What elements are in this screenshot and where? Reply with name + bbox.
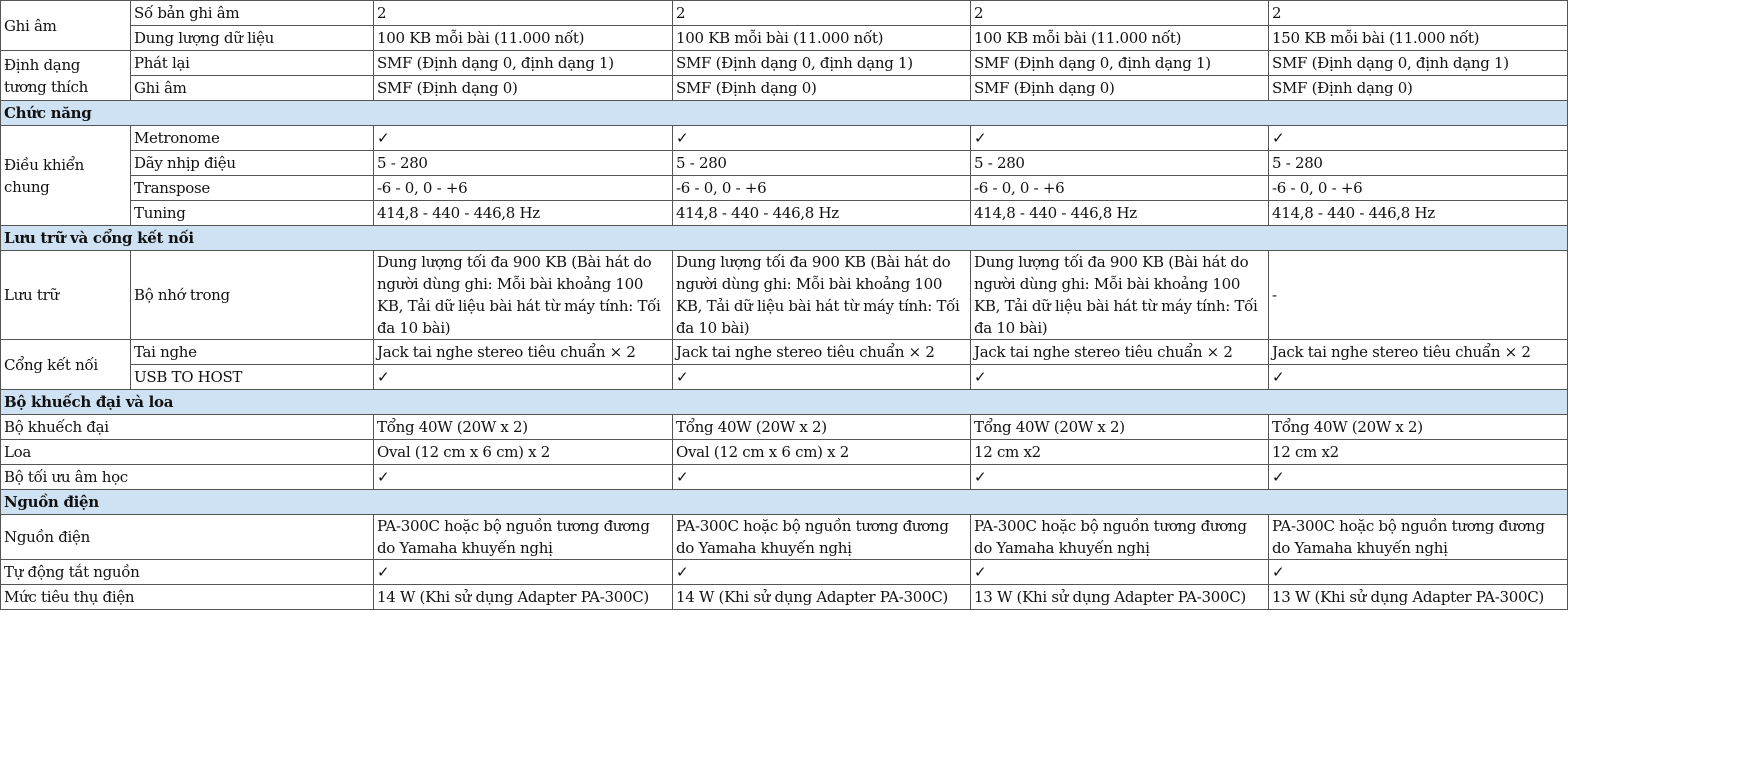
value-cell: 414,8 - 440 - 446,8 Hz — [971, 201, 1269, 226]
value-cell: ✓ — [374, 365, 673, 390]
value-cell: Dung lượng tối đa 900 KB (Bài hát do người dùng ghi: Mỗi bài khoảng 100 KB, Tải dữ liệu bài hát từ máy tính: Tối đa 10 bài) — [673, 251, 971, 340]
row-label: Mức tiêu thụ điện — [1, 585, 374, 610]
value-cell: 414,8 - 440 - 446,8 Hz — [673, 201, 971, 226]
section-header-row — [1, 101, 1568, 126]
value-cell: SMF (Định dạng 0) — [374, 76, 673, 101]
section-header-row — [1, 226, 1568, 251]
value-cell: 2 — [971, 1, 1269, 26]
row-label: Loa — [1, 440, 374, 465]
value-cell: ✓ — [673, 465, 971, 490]
value-cell: 414,8 - 440 - 446,8 Hz — [374, 201, 673, 226]
value-cell: Tổng 40W (20W x 2) — [673, 415, 971, 440]
section-title: Nguồn điện — [1, 490, 1568, 515]
value-cell: -6 - 0, 0 - +6 — [374, 176, 673, 201]
table-row — [1, 151, 1568, 176]
table-row — [1, 251, 1568, 340]
sub-label: Metronome — [131, 126, 374, 151]
sub-label: Bộ nhớ trong — [131, 251, 374, 340]
value-cell: PA-300C hoặc bộ nguồn tương đương do Yamaha khuyến nghị — [1269, 515, 1568, 560]
table-row — [1, 515, 1568, 560]
value-cell: 2 — [374, 1, 673, 26]
value-cell: Jack tai nghe stereo tiêu chuẩn × 2 — [1269, 340, 1568, 365]
value-cell: Dung lượng tối đa 900 KB (Bài hát do người dùng ghi: Mỗi bài khoảng 100 KB, Tải dữ liệu bài hát từ máy tính: Tối đa 10 bài) — [374, 251, 673, 340]
value-cell: 2 — [1269, 1, 1568, 26]
sub-label: USB TO HOST — [131, 365, 374, 390]
row-label: Bộ tối ưu âm học — [1, 465, 374, 490]
value-cell: 5 - 280 — [971, 151, 1269, 176]
value-cell: 2 — [673, 1, 971, 26]
table-row — [1, 415, 1568, 440]
sub-label: Transpose — [131, 176, 374, 201]
value-cell: 13 W (Khi sử dụng Adapter PA-300C) — [971, 585, 1269, 610]
table-row — [1, 26, 1568, 51]
section-title: Bộ khuếch đại và loa — [1, 390, 1568, 415]
value-cell: Jack tai nghe stereo tiêu chuẩn × 2 — [673, 340, 971, 365]
value-cell: Dung lượng tối đa 900 KB (Bài hát do người dùng ghi: Mỗi bài khoảng 100 KB, Tải dữ liệu bài hát từ máy tính: Tối đa 10 bài) — [971, 251, 1269, 340]
value-cell: ✓ — [1269, 560, 1568, 585]
value-cell: SMF (Định dạng 0, định dạng 1) — [673, 51, 971, 76]
sub-label: Ghi âm — [131, 76, 374, 101]
value-cell: 5 - 280 — [1269, 151, 1568, 176]
value-cell: ✓ — [971, 465, 1269, 490]
group-label: Cổng kết nối — [1, 340, 131, 390]
value-cell: ✓ — [971, 365, 1269, 390]
value-cell: ✓ — [374, 126, 673, 151]
value-cell: PA-300C hoặc bộ nguồn tương đương do Yamaha khuyến nghị — [971, 515, 1269, 560]
group-label: Định dạng tương thích — [1, 51, 131, 101]
value-cell: 100 KB mỗi bài (11.000 nốt) — [374, 26, 673, 51]
value-cell: 150 KB mỗi bài (11.000 nốt) — [1269, 26, 1568, 51]
table-row — [1, 1, 1568, 26]
value-cell: PA-300C hoặc bộ nguồn tương đương do Yamaha khuyến nghị — [673, 515, 971, 560]
sub-label: Tuning — [131, 201, 374, 226]
group-label: Ghi âm — [1, 1, 131, 51]
table-row — [1, 340, 1568, 365]
value-cell: 13 W (Khi sử dụng Adapter PA-300C) — [1269, 585, 1568, 610]
value-cell: PA-300C hoặc bộ nguồn tương đương do Yamaha khuyến nghị — [374, 515, 673, 560]
value-cell: Oval (12 cm x 6 cm) x 2 — [673, 440, 971, 465]
table-row — [1, 51, 1568, 76]
value-cell: 5 - 280 — [673, 151, 971, 176]
row-label: Bộ khuếch đại — [1, 415, 374, 440]
value-cell: ✓ — [1269, 126, 1568, 151]
value-cell: SMF (Định dạng 0) — [1269, 76, 1568, 101]
value-cell: Tổng 40W (20W x 2) — [374, 415, 673, 440]
table-row — [1, 126, 1568, 151]
value-cell: 5 - 280 — [374, 151, 673, 176]
value-cell: ✓ — [971, 126, 1269, 151]
value-cell: SMF (Định dạng 0, định dạng 1) — [1269, 51, 1568, 76]
section-title: Lưu trữ và cổng kết nối — [1, 226, 1568, 251]
sub-label: Phát lại — [131, 51, 374, 76]
sub-label: Số bản ghi âm — [131, 1, 374, 26]
table-row — [1, 365, 1568, 390]
value-cell: SMF (Định dạng 0, định dạng 1) — [374, 51, 673, 76]
value-cell: ✓ — [374, 465, 673, 490]
table-row — [1, 465, 1568, 490]
value-cell: Tổng 40W (20W x 2) — [971, 415, 1269, 440]
sub-label: Dãy nhịp điệu — [131, 151, 374, 176]
value-cell: 12 cm x2 — [1269, 440, 1568, 465]
section-header-row — [1, 390, 1568, 415]
row-label: Nguồn điện — [1, 515, 374, 560]
table-row — [1, 440, 1568, 465]
value-cell: SMF (Định dạng 0) — [971, 76, 1269, 101]
value-cell: 414,8 - 440 - 446,8 Hz — [1269, 201, 1568, 226]
table-row — [1, 560, 1568, 585]
table-row — [1, 76, 1568, 101]
sub-label: Dung lượng dữ liệu — [131, 26, 374, 51]
section-title: Chức năng — [1, 101, 1568, 126]
group-label: Điều khiển chung — [1, 126, 131, 226]
section-header-row — [1, 490, 1568, 515]
value-cell: Jack tai nghe stereo tiêu chuẩn × 2 — [971, 340, 1269, 365]
value-cell: -6 - 0, 0 - +6 — [1269, 176, 1568, 201]
group-label: Lưu trữ — [1, 251, 131, 340]
value-cell: 100 KB mỗi bài (11.000 nốt) — [971, 26, 1269, 51]
value-cell: ✓ — [971, 560, 1269, 585]
value-cell: Oval (12 cm x 6 cm) x 2 — [374, 440, 673, 465]
value-cell: Jack tai nghe stereo tiêu chuẩn × 2 — [374, 340, 673, 365]
value-cell: ✓ — [673, 126, 971, 151]
value-cell: ✓ — [1269, 365, 1568, 390]
value-cell: 100 KB mỗi bài (11.000 nốt) — [673, 26, 971, 51]
spec-table-body — [1, 1, 1568, 610]
value-cell: ✓ — [673, 365, 971, 390]
value-cell: SMF (Định dạng 0, định dạng 1) — [971, 51, 1269, 76]
sub-label: Tai nghe — [131, 340, 374, 365]
value-cell: Tổng 40W (20W x 2) — [1269, 415, 1568, 440]
row-label: Tự động tắt nguồn — [1, 560, 374, 585]
table-row — [1, 176, 1568, 201]
table-row — [1, 585, 1568, 610]
value-cell: ✓ — [374, 560, 673, 585]
value-cell: 14 W (Khi sử dụng Adapter PA-300C) — [374, 585, 673, 610]
value-cell: 14 W (Khi sử dụng Adapter PA-300C) — [673, 585, 971, 610]
value-cell: 12 cm x2 — [971, 440, 1269, 465]
value-cell: -6 - 0, 0 - +6 — [971, 176, 1269, 201]
value-cell: SMF (Định dạng 0) — [673, 76, 971, 101]
value-cell: - — [1269, 251, 1568, 340]
table-row — [1, 201, 1568, 226]
value-cell: ✓ — [1269, 465, 1568, 490]
value-cell: -6 - 0, 0 - +6 — [673, 176, 971, 201]
value-cell: ✓ — [673, 560, 971, 585]
